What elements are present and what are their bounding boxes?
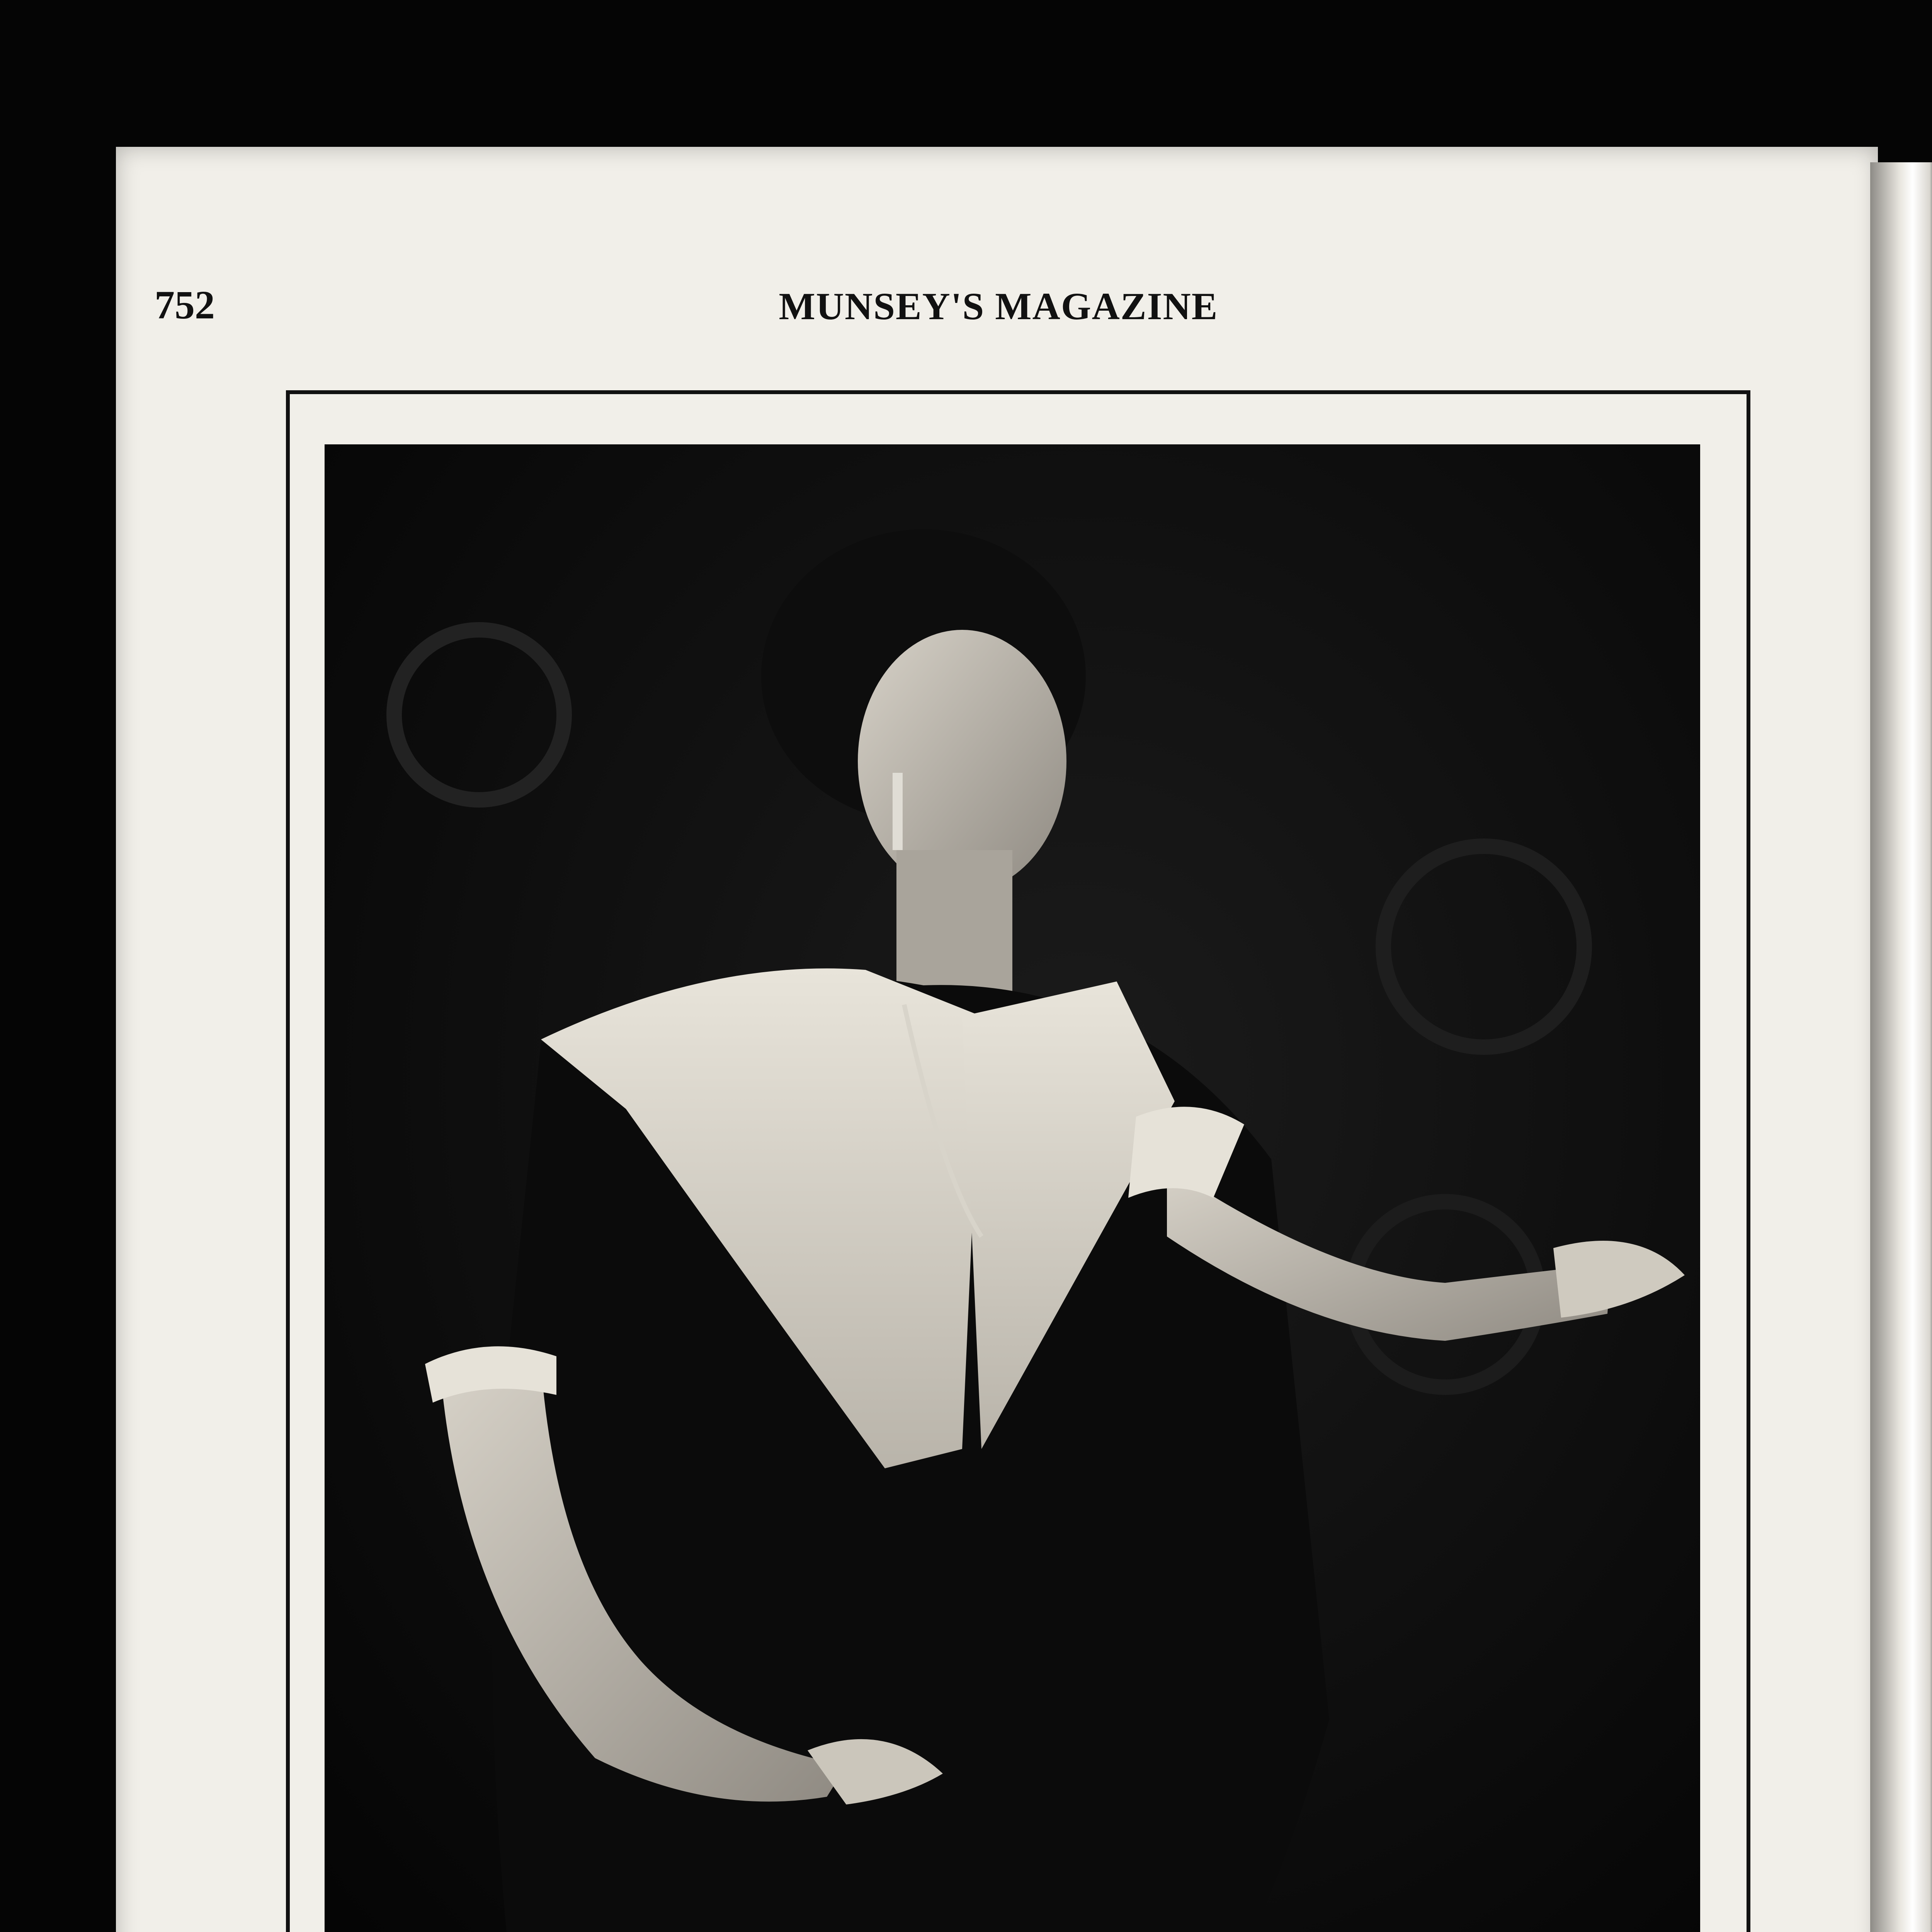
- portrait-photo: [325, 444, 1700, 1932]
- portrait-illustration: [325, 444, 1700, 1932]
- running-head: MUNSEY'S MAGAZINE: [779, 285, 1218, 328]
- page-number: 752: [155, 283, 215, 327]
- page-edge: [1870, 162, 1932, 1932]
